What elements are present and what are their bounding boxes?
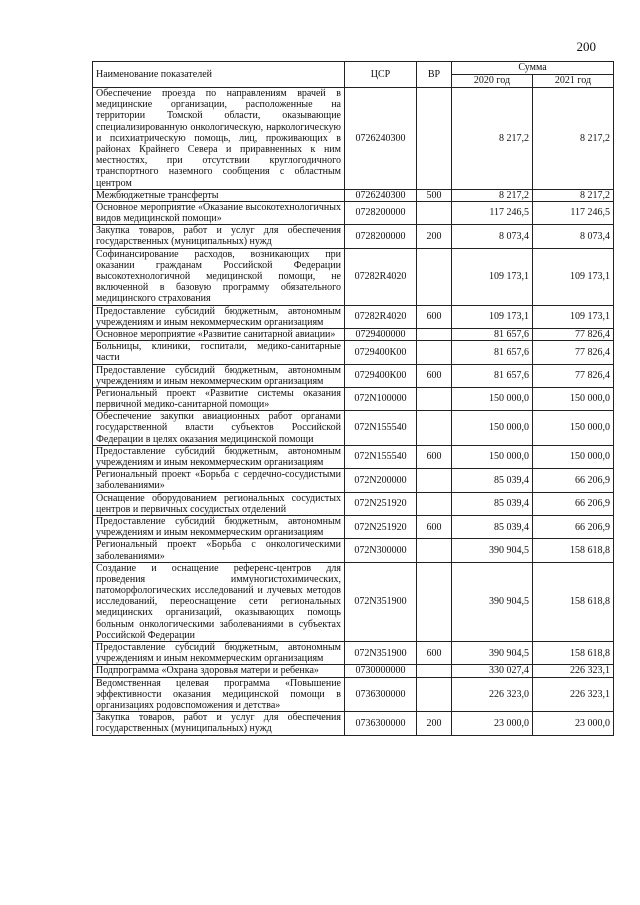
row-sum-2021: 77 826,4 [533,364,614,387]
row-sum-2020: 390 904,5 [452,562,533,641]
row-vr [417,677,452,712]
table-row [93,248,614,305]
row-sum-2021: 150 000,0 [533,445,614,468]
row-vr [417,562,452,641]
row-name: Предоставление субсидий бюджетным, автономным учреждениям и иным некоммерческим организациям [93,364,345,387]
row-vr [417,665,452,677]
row-sum-2021: 8 073,4 [533,225,614,248]
row-code: 0736300000 [345,712,417,735]
table-body [93,88,614,736]
table-row [93,387,614,410]
row-name: Обеспечение проезда по направлениям врачей в медицинские организации, расположенные на территории Томской области, оказывающие специализированную онкологическую, наркологическую и психиатрическую помощь, лиц, проживающих в районах Крайнего Севера и приравненных к ним местностях, при отсутствии круглогодичного транспортного наземного сообщения с областным центром [93,88,345,190]
table-row [93,445,614,468]
row-vr: 500 [417,189,452,201]
row-name: Основное мероприятие «Оказание высокотехнологичных видов медицинской помощи» [93,201,345,224]
row-vr: 200 [417,712,452,735]
row-sum-2020: 390 904,5 [452,642,533,665]
row-vr [417,88,452,190]
row-sum-2021: 109 173,1 [533,248,614,305]
row-sum-2021: 66 206,9 [533,492,614,515]
table-row [93,469,614,492]
row-sum-2021: 66 206,9 [533,515,614,538]
row-sum-2021: 158 618,8 [533,539,614,562]
table-row [93,539,614,562]
header-year-2021: 2021 год [533,75,614,88]
row-code: 0726240300 [345,88,417,190]
table-row [93,201,614,224]
row-vr [417,341,452,364]
page-number: 200 [576,39,596,54]
header-year-2020: 2020 год [452,75,533,88]
row-sum-2020: 8 217,2 [452,88,533,190]
row-code: 072N300000 [345,539,417,562]
row-name: Межбюджетные трансферты [93,189,345,201]
row-code: 0726240300 [345,189,417,201]
table-row [93,364,614,387]
row-sum-2020: 81 657,6 [452,328,533,340]
table-row [93,305,614,328]
row-code: 0729400К00 [345,364,417,387]
table-row [93,492,614,515]
row-vr [417,469,452,492]
row-sum-2020: 150 000,0 [452,445,533,468]
row-vr [417,539,452,562]
table-row [93,88,614,190]
row-sum-2021: 109 173,1 [533,305,614,328]
row-name: Региональный проект «Борьба с сердечно-сосудистыми заболеваниями» [93,469,345,492]
row-sum-2020: 109 173,1 [452,248,533,305]
row-sum-2021: 226 323,1 [533,665,614,677]
table-row [93,189,614,201]
row-sum-2020: 117 246,5 [452,201,533,224]
row-name: Основное мероприятие «Развитие санитарной авиации» [93,328,345,340]
row-vr [417,201,452,224]
row-sum-2020: 109 173,1 [452,305,533,328]
row-code: 072N155540 [345,411,417,446]
row-sum-2021: 23 000,0 [533,712,614,735]
row-sum-2020: 23 000,0 [452,712,533,735]
row-sum-2020: 8 073,4 [452,225,533,248]
row-code: 072N351900 [345,562,417,641]
row-vr: 600 [417,305,452,328]
table-row [93,712,614,735]
table-row [93,562,614,641]
row-sum-2021: 158 618,8 [533,562,614,641]
row-sum-2021: 77 826,4 [533,328,614,340]
table-row [93,225,614,248]
row-code: 0729400000 [345,328,417,340]
row-code: 07282R4020 [345,305,417,328]
header-name: Наименование показателей [93,62,345,88]
row-sum-2020: 81 657,6 [452,341,533,364]
row-name: Предоставление субсидий бюджетным, автономным учреждениям и иным некоммерческим организациям [93,445,345,468]
header-code: ЦСР [345,62,417,88]
header-vr: ВР [417,62,452,88]
row-name: Обеспечение закупки авиационных работ органами государственной власти субъектов Российской Федерации в целях оказания медицинской помощи [93,411,345,446]
row-code: 072N100000 [345,387,417,410]
row-code: 072N251920 [345,515,417,538]
row-name: Софинансирование расходов, возникающих при оказании гражданам Российской Федерации высокотехнологичной медицинской помощи, не включенной в базовую программу обязательного медицинского страхования [93,248,345,305]
row-sum-2020: 330 027,4 [452,665,533,677]
row-sum-2021: 158 618,8 [533,642,614,665]
row-sum-2021: 150 000,0 [533,411,614,446]
row-name: Региональный проект «Борьба с онкологическими заболеваниями» [93,539,345,562]
row-code: 0729400К00 [345,341,417,364]
table-row [93,515,614,538]
row-vr [417,492,452,515]
row-sum-2020: 85 039,4 [452,515,533,538]
table-row [93,328,614,340]
row-sum-2020: 150 000,0 [452,411,533,446]
row-vr: 600 [417,642,452,665]
row-name: Предоставление субсидий бюджетным, автономным учреждениям и иным некоммерческим организациям [93,515,345,538]
row-sum-2020: 8 217,2 [452,189,533,201]
row-name: Ведомственная целевая программа «Повышение эффективности оказания медицинской помощи в организациях родовспоможения и детства» [93,677,345,712]
row-code: 0728200000 [345,201,417,224]
row-sum-2020: 85 039,4 [452,469,533,492]
row-name: Подпрограмма «Охрана здоровья матери и ребенка» [93,665,345,677]
table-row [93,341,614,364]
row-name: Региональный проект «Развитие системы оказания первичной медико-санитарной помощи» [93,387,345,410]
row-sum-2020: 226 323,0 [452,677,533,712]
row-sum-2021: 8 217,2 [533,88,614,190]
row-sum-2021: 226 323,1 [533,677,614,712]
row-code: 07282R4020 [345,248,417,305]
row-vr [417,387,452,410]
row-sum-2021: 77 826,4 [533,341,614,364]
row-name: Оснащение оборудованием региональных сосудистых центров и первичных сосудистых отделений [93,492,345,515]
row-vr: 600 [417,364,452,387]
budget-table [92,61,614,736]
row-sum-2020: 85 039,4 [452,492,533,515]
row-name: Предоставление субсидий бюджетным, автономным учреждениям и иным некоммерческим организациям [93,642,345,665]
row-code: 072N200000 [345,469,417,492]
header-sum: Сумма [452,62,614,75]
row-name: Закупка товаров, работ и услуг для обеспечения государственных (муниципальных) нужд [93,225,345,248]
row-vr [417,248,452,305]
row-sum-2021: 117 246,5 [533,201,614,224]
row-code: 072N351900 [345,642,417,665]
table-row [93,665,614,677]
row-name: Больницы, клиники, госпитали, медико-санитарные части [93,341,345,364]
row-vr: 600 [417,445,452,468]
row-vr [417,328,452,340]
table-row [93,642,614,665]
row-code: 0736300000 [345,677,417,712]
table-row [93,677,614,712]
row-name: Предоставление субсидий бюджетным, автономным учреждениям и иным некоммерческим организациям [93,305,345,328]
row-sum-2021: 66 206,9 [533,469,614,492]
row-sum-2020: 150 000,0 [452,387,533,410]
row-sum-2020: 390 904,5 [452,539,533,562]
row-code: 072N251920 [345,492,417,515]
row-vr: 200 [417,225,452,248]
row-name: Создание и оснащение референс-центров для проведения иммуногистохимических, патоморфологических исследований и лучевых методов исследований, переоснащение сети региональных медицинских организаций, оказывающих помощь больным онкологическими заболеваниями в субъектах Российской Федерации [93,562,345,641]
row-code: 0728200000 [345,225,417,248]
row-sum-2021: 150 000,0 [533,387,614,410]
row-sum-2021: 8 217,2 [533,189,614,201]
row-code: 072N155540 [345,445,417,468]
table-row [93,411,614,446]
row-vr [417,411,452,446]
row-code: 0730000000 [345,665,417,677]
row-sum-2020: 81 657,6 [452,364,533,387]
row-vr: 600 [417,515,452,538]
row-name: Закупка товаров, работ и услуг для обеспечения государственных (муниципальных) нужд [93,712,345,735]
